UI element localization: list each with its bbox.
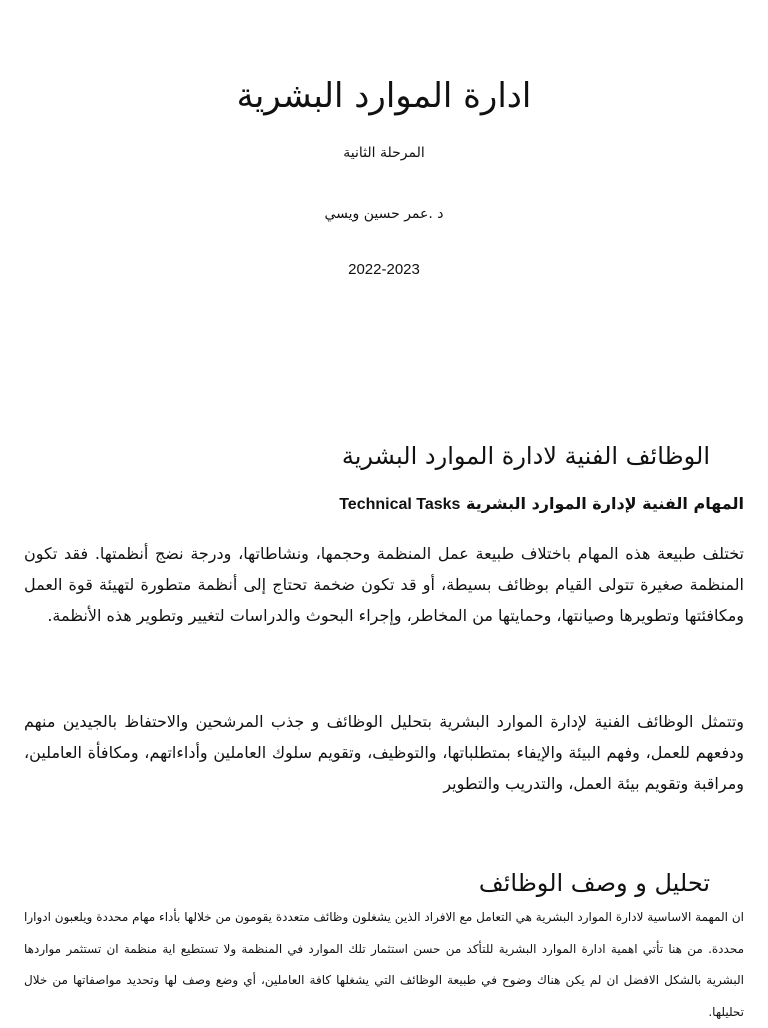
section-technical-subheading — [339, 492, 744, 517]
document-stage: المرحلة الثانية — [343, 145, 425, 161]
technical-paragraph-2: وتتمثل الوظائف الفنية لإدارة الموارد البشرية بتحليل الوظائف و جذب المرشحين والاحتفاظ بالجيدين منهم ودفعهم للعمل، وفهم البيئة والإيفاء بمتطلباتها، والتوظيف، وتقويم سلوك العاملين وأداءاتهم، ومكافأة العاملين، ومراقبة وتقويم بيئة العمل، والتدريب والتطوير — [24, 712, 744, 793]
document-year: 2022-2023 — [348, 261, 420, 278]
technical-paragraph-1: تختلف طبيعة هذه المهام باختلاف طبيعة عمل المنظمة وحجمها، ونشاطاتها، ودرجة نضج أنظمتها. فقد تكون المنظمة صغيرة تتولى القيام بوظائف بسيطة، أو قد تكون ضخمة تحتاج إلى أنظمة متطورة لتهيئة قوة العمل ومكافئتها وتطويرها وصيانتها، وحمايتها من المخاطر، وإجراء البحوث والدراسات لتغيير وتطوير هذه الأنظمة. — [24, 544, 744, 625]
subheading-english: Technical Tasks — [339, 496, 461, 513]
subheading-arabic: المهام الفنية لإدارة الموارد البشرية — [466, 494, 744, 513]
document-title: ادارة الموارد البشرية — [236, 76, 532, 116]
document-author: د .عمر حسين ويسي — [324, 206, 444, 222]
section-technical-heading: الوظائف الفنية لادارة الموارد البشرية — [341, 442, 710, 470]
section-analysis-heading: تحليل و وصف الوظائف — [478, 869, 710, 897]
analysis-paragraph: ان المهمة الاساسية لادارة الموارد البشرية هي التعامل مع الافراد الذين يشغلون وظائف متعددة يقومون من خلالها بأداء مهام محددة ويلعبون ادوارا محددة. من هنا تأتي اهمية ادارة الموارد البشرية للتأكد من حسن استثمار تلك الموارد في المنظمة ولا تستطيع اية منظمة ان تستثمر مواردها البشرية بالشكل الافضل ان لم يكن هناك وضوح في طبيعة الوظائف التي يشغلها كافة العاملين، أي وضع وصف لها وتحديد مواصفاتها من خلال تحليلها. — [24, 910, 744, 1019]
